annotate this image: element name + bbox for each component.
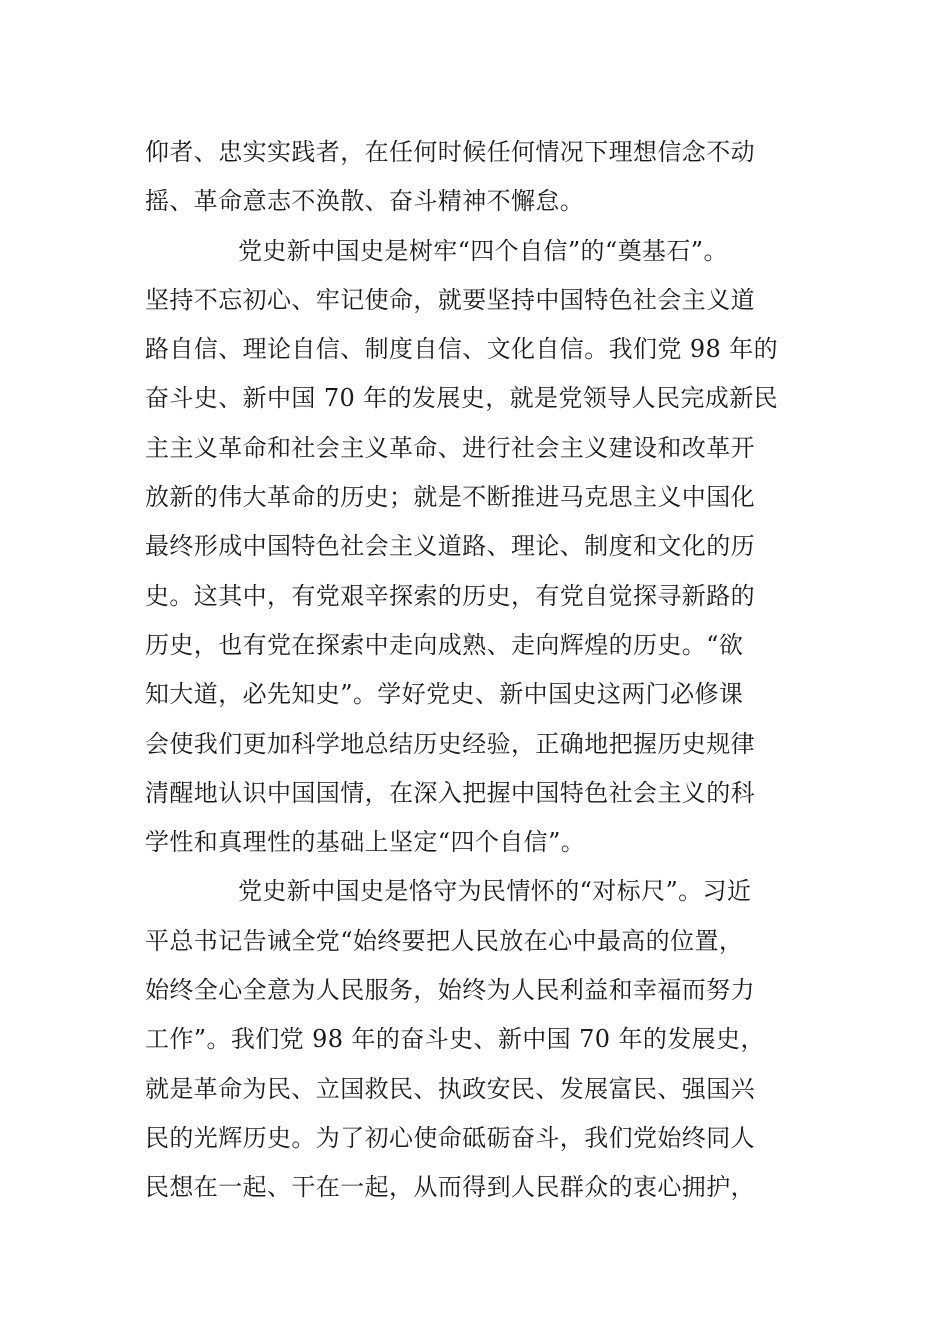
text-line: 清醒地认识中国国情，在深入把握中国特色社会主义的科 (145, 778, 755, 807)
text-line: 工作”。我们党 98 年的奋斗史、新中国 70 年的发展史， (145, 1025, 765, 1054)
text-line: 路自信、理论自信、制度自信、文化自信。我们党 98 年的 (145, 335, 778, 364)
text-line: 平总书记告诫全党“始终要把人民放在心中最高的位置， (145, 926, 744, 955)
text-line: 奋斗史、新中国 70 年的发展史，就是党领导人民完成新民 (145, 384, 778, 413)
text-line: 知大道，必先知史”。学好党史、新中国史这两门必修课 (145, 680, 744, 709)
text-line: 摇、革命意志不涣散、奋斗精神不懈怠。 (145, 187, 585, 216)
text-line: 民的光辉历史。为了初心使命砥砺奋斗，我们党始终同人 (145, 1123, 755, 1152)
text-line: 最终形成中国特色社会主义道路、理论、制度和文化的历 (145, 532, 755, 561)
body-text (145, 128, 810, 1213)
text-line: 仰者、忠实实践者，在任何时候任何情况下理想信念不动 (145, 138, 755, 166)
text-line: 坚持不忘初心、牢记使命，就要坚持中国特色社会主义道 (145, 285, 755, 314)
paragraph-start-line: 党史新中国史是树牢“四个自信”的“奠基石”。 (238, 236, 728, 265)
text-line: 学性和真理性的基础上坚定“四个自信”。 (145, 828, 586, 857)
text-line: 主主义革命和社会主义革命、进行社会主义建设和改革开 (145, 433, 755, 462)
text-line: 就是革命为民、立国救民、执政安民、发展富民、强国兴 (145, 1074, 755, 1103)
text-line: 民想在一起、干在一起，从而得到人民群众的衷心拥护， (145, 1173, 755, 1202)
text-line: 历史，也有党在探索中走向成熟、走向辉煌的历史。“欲 (145, 630, 744, 659)
text-line: 史。这其中，有党艰辛探索的历史，有党自觉探寻新路的 (145, 581, 755, 610)
paragraph-start-line: 党史新中国史是恪守为民情怀的“对标尺”。习近 (238, 877, 752, 906)
text-line: 放新的伟大革命的历史；就是不断推进马克思主义中国化 (145, 483, 755, 512)
text-line: 始终全心全意为人民服务，始终为人民利益和幸福而努力 (145, 976, 755, 1005)
text-line: 会使我们更加科学地总结历史经验，正确地把握历史规律 (145, 729, 755, 758)
